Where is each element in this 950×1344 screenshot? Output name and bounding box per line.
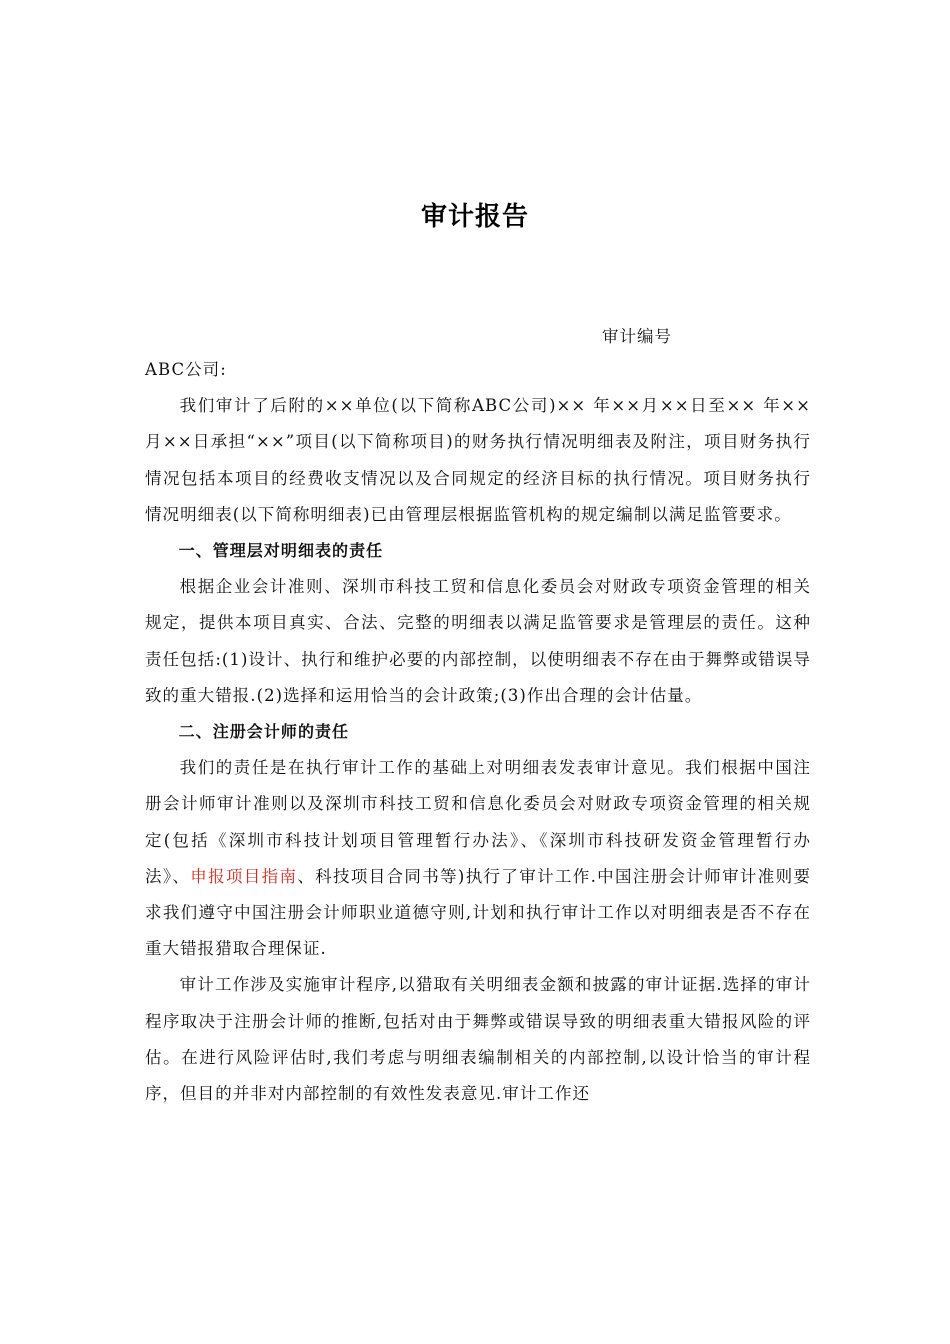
management-responsibility-paragraph: 根据企业会计准则、深圳市科技工贸和信息化委员会对财政专项资金管理的相关规定，提供本项目真实、合法、完整的明细表以满足监管要求是管理层的责任。这种责任包括:(1)设计、执行和维护必要的内部控制，以使明细表不存在由于舞弊或错误导致的重大错报.(2)选择和运用恰当的会计政策;(3)作出合理的会计估量。 [145,577,811,705]
highlighted-guide-text: 申报项目指南 [190,866,298,886]
intro-paragraph: 我们审计了后附的××单位(以下简称ABC公司)×× 年××月××日至×× 年××月××日承担“××”项目(以下简称项目)的财务执行情况明细表及附注，项目财务执行情况包括本项目的经费收支情况以及合同规定的经济目标的执行情况。项目财务执行情况明细表(以下简称明细表)已由管理层根据监管机构的规定编制以满足监管要求。 [145,396,811,524]
section-heading-auditor: 二、注册会计师的责任 [178,722,350,742]
audit-procedure-paragraph: 审计工作涉及实施审计程序,以猎取有关明细表金额和披露的审计证据.选择的审计程序取决于注册会计师的推断,包括对由于舞弊或错误导致的明细表重大错报风险的评估。在进行风险评估时,我们考虑与明细表编制相关的内部控制,以设计恰当的审计程序，但目的并非对内部控制的有效性发表意见.审计工作还 [145,975,811,1104]
section-heading-management: 一、管理层对明细表的责任 [178,541,384,561]
auditor-text-part-2: 、科技项目合同书等)执行了审计工作.中国注册会计师审计准则要求我们遵守中国注册会计师职业道德守则,计划和执行审计工作以对明细表是否不存在重大错报猎取合理保证. [145,866,811,959]
auditor-responsibility-paragraph [145,750,811,967]
addressee: ABC公司: [145,360,227,379]
page-title: 审计报告 [420,202,529,232]
report-body [145,352,811,1112]
auditor-text-part-1: 我们的责任是在执行审计工作的基础上对明细表发表审计意见。我们根据中国注册会计师审计准则以及深圳市科技工贸和信息化委员会对财政专项资金管理的相关规定(包括《深圳市科技计划项目管理暂行办法》、《深圳市科技研发资金管理暂行办法》、 [145,758,811,886]
audit-number-label: 审计编号 [602,327,672,346]
